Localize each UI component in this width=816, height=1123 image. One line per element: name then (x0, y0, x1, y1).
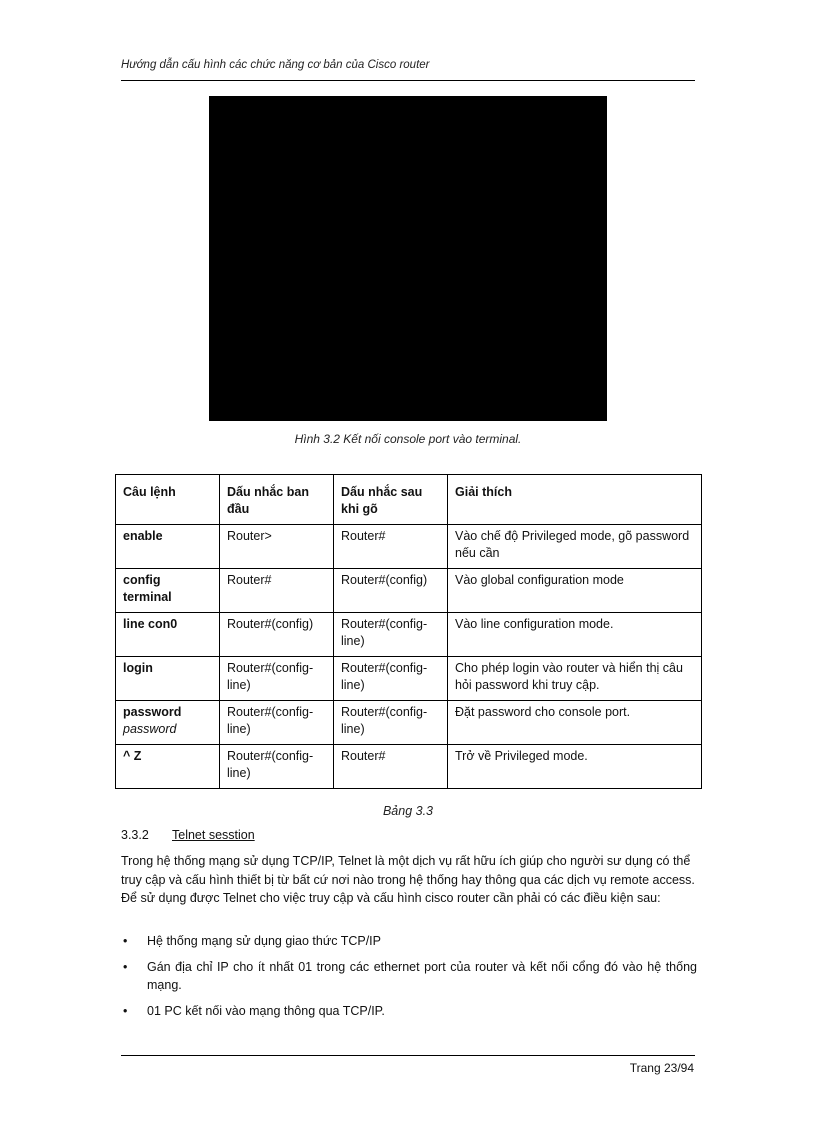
cell-description: Trở về Privileged mode. (448, 745, 702, 789)
command-table (115, 474, 702, 789)
footer-divider (121, 1055, 695, 1056)
requirements-list (121, 932, 697, 1028)
cell-initial-prompt: Router#(config-line) (220, 701, 334, 745)
section-number: 3.3.2 (121, 828, 149, 842)
table-header-row (116, 475, 702, 525)
cell-command (116, 569, 220, 613)
cell-command (116, 745, 220, 789)
page-header-title: Hướng dẫn cấu hình các chức năng cơ bản của Cisco router (121, 59, 430, 71)
table-row (116, 525, 702, 569)
cell-initial-prompt: Router# (220, 569, 334, 613)
table-row (116, 701, 702, 745)
section-heading (121, 828, 255, 842)
cell-after-prompt: Router#(config) (334, 569, 448, 613)
command-text: config terminal (123, 573, 172, 604)
figure-caption: Hình 3.2 Kết nối console port vào terminal. (294, 432, 522, 446)
cell-initial-prompt: Router#(config-line) (220, 745, 334, 789)
header-description: Giải thích (448, 475, 702, 525)
cell-command (116, 701, 220, 745)
list-item-text: Gán địa chỉ IP cho ít nhất 01 trong các ethernet port của router và kết nối cổng đó vào hệ thống mạng. (147, 960, 697, 992)
cell-after-prompt: Router#(config-line) (334, 613, 448, 657)
command-argument: password (123, 722, 177, 736)
table-row (116, 745, 702, 789)
header-after-prompt: Dấu nhắc sau khi gõ (334, 475, 448, 525)
command-text: line con0 (123, 617, 178, 631)
command-text: ^ Z (123, 749, 142, 763)
cell-description: Vào line configuration mode. (448, 613, 702, 657)
command-text: login (123, 661, 153, 675)
cell-command (116, 525, 220, 569)
header-initial-prompt: Dấu nhắc ban đầu (220, 475, 334, 525)
table-row (116, 569, 702, 613)
command-text: enable (123, 529, 163, 543)
list-item (121, 958, 697, 994)
cell-description: Vào chế độ Privileged mode, gõ password nếu cần (448, 525, 702, 569)
table-caption: Bảng 3.3 (382, 804, 434, 818)
cell-command (116, 657, 220, 701)
cell-initial-prompt: Router> (220, 525, 334, 569)
cell-after-prompt: Router# (334, 525, 448, 569)
cell-after-prompt: Router#(config-line) (334, 701, 448, 745)
bullet-icon: • (123, 934, 128, 948)
section-title: Telnet sesstion (172, 828, 255, 842)
figure-console-connection-image (209, 96, 607, 421)
command-text: password (123, 705, 182, 719)
bullet-icon: • (123, 960, 128, 974)
header-command: Câu lệnh (116, 475, 220, 525)
header-divider (121, 80, 695, 81)
cell-command (116, 613, 220, 657)
bullet-icon: • (123, 1004, 128, 1018)
cell-description: Cho phép login vào router và hiển thị câu hỏi password khi truy cập. (448, 657, 702, 701)
cell-after-prompt: Router#(config-line) (334, 657, 448, 701)
page-number: Trang 23/94 (629, 1061, 694, 1075)
cell-description: Vào global configuration mode (448, 569, 702, 613)
cell-description: Đặt password cho console port. (448, 701, 702, 745)
list-item (121, 1002, 697, 1020)
cell-initial-prompt: Router#(config) (220, 613, 334, 657)
list-item (121, 932, 697, 950)
table-row (116, 657, 702, 701)
list-item-text: 01 PC kết nối vào mạng thông qua TCP/IP. (147, 1004, 385, 1018)
cell-after-prompt: Router# (334, 745, 448, 789)
section-paragraph: Trong hệ thống mạng sử dụng TCP/IP, Telnet là một dịch vụ rất hữu ích giúp cho người sư dụng có thể truy cập và cấu hình thiết bị từ bất cứ nơi nào trong hệ thống hay thông qua các dịch vụ remote access. Để sử dụng được Telnet cho việc truy cập và cấu hình cisco router cần phải có các điều kiện sau: (121, 854, 695, 905)
table-row (116, 613, 702, 657)
list-item-text: Hệ thống mạng sử dụng giao thức TCP/IP (147, 934, 381, 948)
cell-initial-prompt: Router#(config-line) (220, 657, 334, 701)
